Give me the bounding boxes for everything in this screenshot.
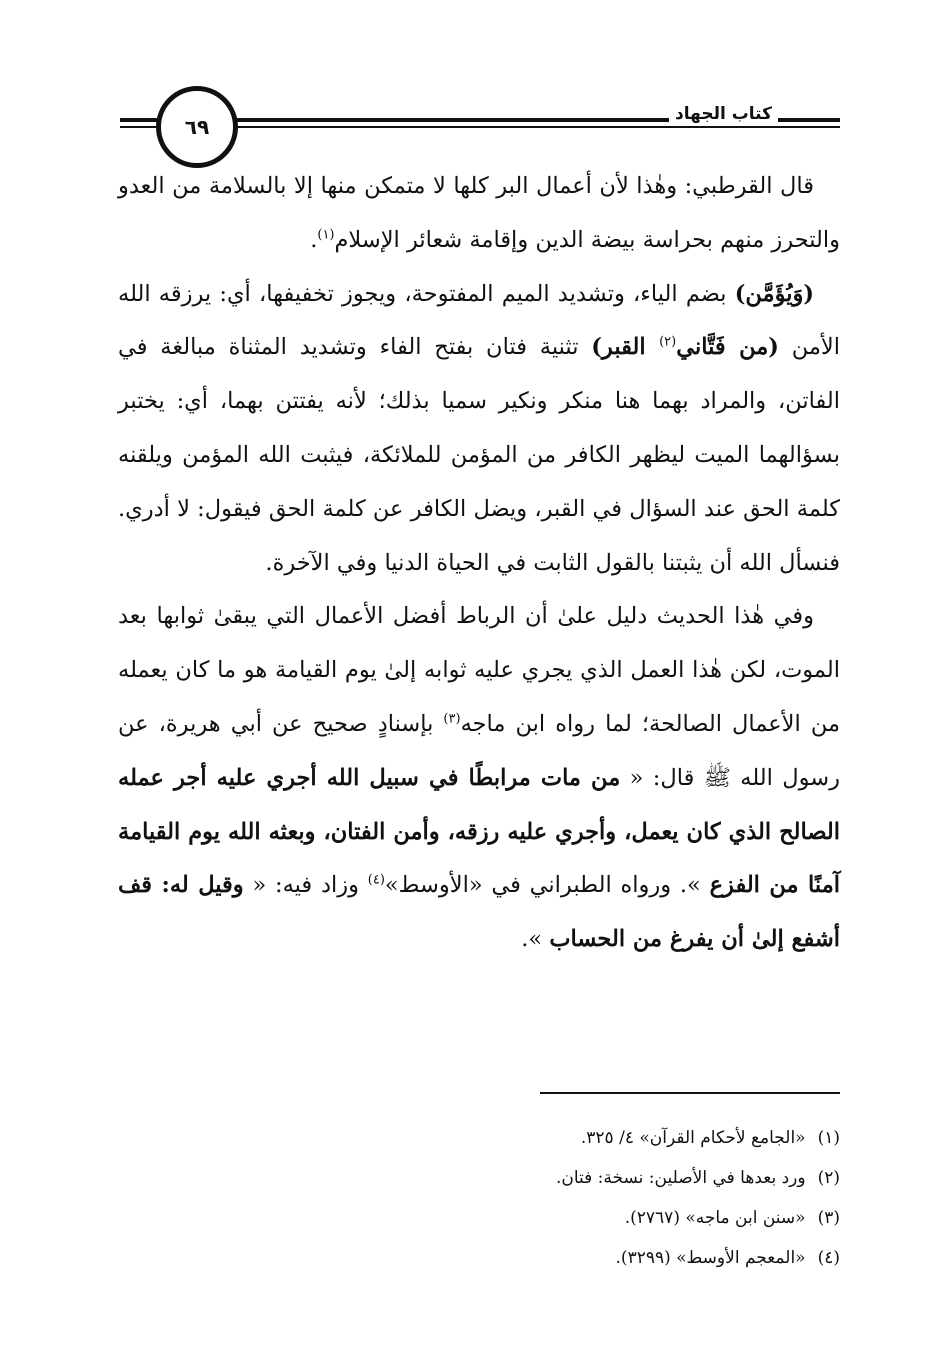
footnote-number: (٣): [817, 1208, 840, 1228]
footnote-item: [300, 1198, 840, 1238]
footnote-item: [300, 1118, 840, 1158]
text-run: وفي هٰذا الحديث دليل علىٰ أن الرباط أفضل الأعمال التي يبقىٰ ثوابها بعد الموت، لكن هٰذا العمل الذي يجري عليه ثوابه إلىٰ يوم القيامة هو ما كان يعمله من الأعمال الصالحة؛ لما رواه ابن ماجه: [118, 603, 840, 737]
footnote-ref-1: (١): [317, 227, 335, 243]
main-text: [118, 160, 840, 967]
footnote-number: (٤): [817, 1248, 840, 1268]
page-number-badge: [156, 86, 238, 168]
footnote-text: «سنن ابن ماجه» (٢٧٦٧).: [624, 1208, 806, 1228]
hadith-phrase: (من فَتَّاني: [676, 334, 779, 361]
text-run: ». ورواه الطبراني في «الأوسط»: [384, 872, 710, 899]
text-run: بإسنادٍ صحيح عن أبي هريرة، عن رسول الله ﷺ قال: «: [118, 710, 840, 791]
footnote-ref-4: (٤): [367, 872, 385, 888]
paragraph-qurtubi: [118, 160, 840, 268]
footnote-number: (١): [817, 1128, 840, 1148]
text-run: وزاد فيه: «: [243, 872, 368, 899]
header-rule-right-bottom: [225, 126, 840, 128]
footnote-separator: [540, 1092, 840, 1094]
footnote-ref-2: (٢): [659, 334, 677, 350]
text-run: .: [310, 226, 318, 253]
page-header: [120, 86, 840, 166]
paragraph-explanation: [118, 268, 840, 591]
footnote-text: ورد بعدها في الأصلين: نسخة: فتان.: [555, 1168, 806, 1188]
paragraph-ribat: [118, 590, 840, 967]
text-run: ».: [521, 926, 550, 953]
footnote-number: (٢): [817, 1168, 840, 1188]
footnote-ref-3: (٣): [443, 711, 461, 727]
text-run: تثنية فتان بفتح الفاء وتشديد المثناة مبالغة في الفاتن، والمراد بهما هنا منكر ونكير سميا بذلك؛ لأنه يفتتن بهما، أي: يختبر بسؤالهما الميت ليظهر الكافر من المؤمن للملائكة، فيثبت الله المؤمن ويلقنه كلمة الحق عند السؤال في القبر، ويضل الكافر عن كلمة الحق فيقول: لا أدري. فنسأل الله أن يثبتنا بالقول الثابت في الحياة الدنيا وفي الآخرة.: [118, 334, 840, 576]
footnotes: [300, 1118, 840, 1278]
footnote-item: [300, 1238, 840, 1278]
hadith-quote: من مات مرابطًا في سبيل الله أجري عليه أجر عمله الصالح الذي كان يعمل، وأجري عليه رزقه، وأمن الفتان، وبعثه الله يوم القيامة آمنًا من الفزع: [118, 764, 840, 899]
hadith-quote: وقيل له: قف أشفع إلىٰ أن يفرغ من الحساب: [118, 872, 840, 953]
page-number: ٦٩: [184, 115, 210, 139]
text-run: بضم الياء، وتشديد الميم المفتوحة، ويجوز تخفيفها، أي: يرزقه الله الأمن: [118, 280, 841, 361]
footnote-item: [300, 1158, 840, 1198]
text-run: قال القرطبي: وهٰذا لأن أعمال البر كلها لا متمكن منها إلا بالسلامة من العدو والتحرز منهم بحراسة بيضة الدين وإقامة شعائر الإسلام: [118, 173, 840, 253]
footnote-text: «الجامع لأحكام القرآن» ٤/ ٣٢٥.: [580, 1128, 806, 1148]
hadith-phrase: (وَيُؤَمَّن): [734, 280, 814, 307]
hadith-phrase: القبر): [591, 334, 660, 361]
footnote-text: «المعجم الأوسط» (٣٢٩٩).: [615, 1248, 806, 1268]
book-title: كتاب الجهاد: [669, 104, 778, 124]
